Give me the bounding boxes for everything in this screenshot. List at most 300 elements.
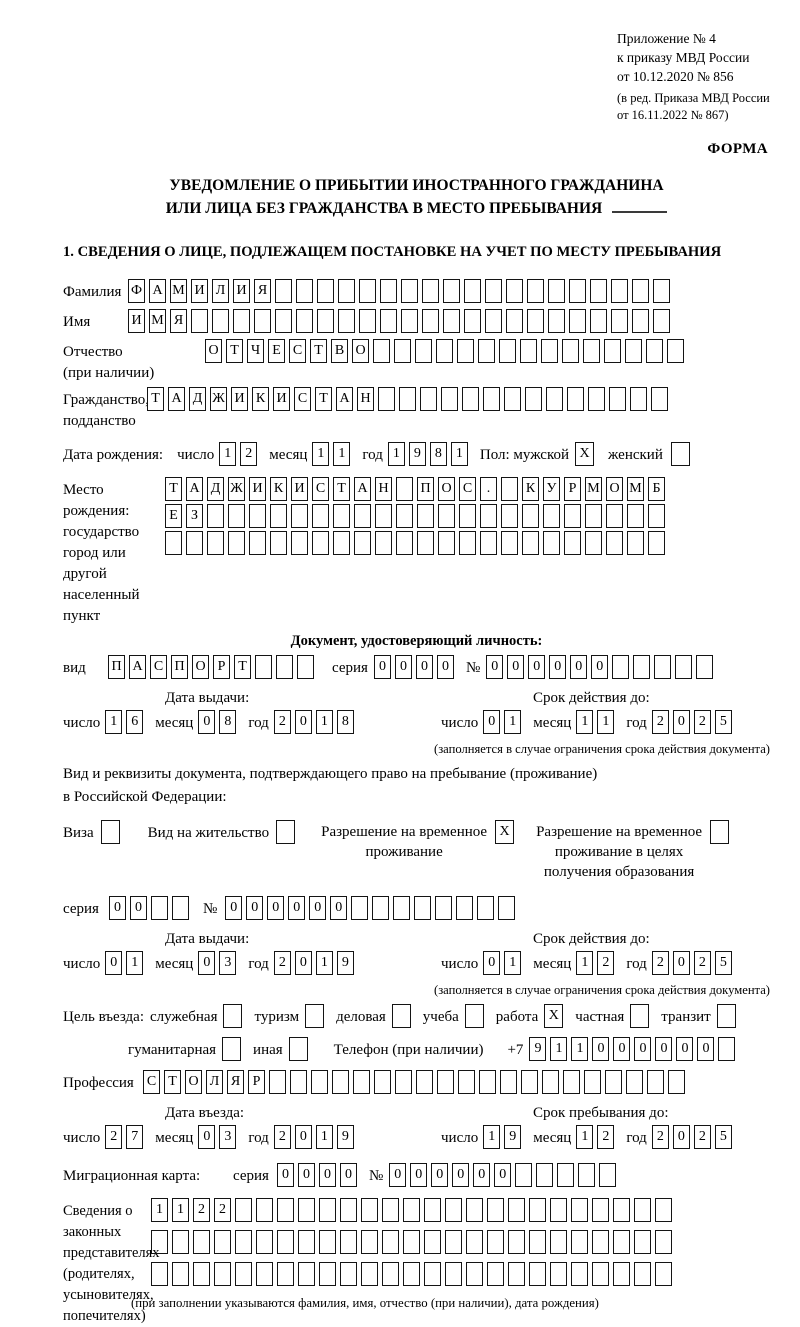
char-box[interactable] bbox=[438, 531, 455, 555]
char-box[interactable] bbox=[417, 504, 434, 528]
char-box[interactable] bbox=[319, 1198, 336, 1222]
char-box[interactable] bbox=[445, 1230, 462, 1254]
char-box[interactable] bbox=[613, 1230, 630, 1254]
char-box[interactable] bbox=[443, 309, 460, 333]
char-box[interactable] bbox=[401, 309, 418, 333]
char-box[interactable]: 0 bbox=[673, 1125, 690, 1149]
char-box[interactable] bbox=[416, 1070, 433, 1094]
char-box[interactable] bbox=[435, 896, 452, 920]
char-box[interactable] bbox=[399, 387, 416, 411]
char-box[interactable] bbox=[611, 309, 628, 333]
char-box[interactable] bbox=[564, 531, 581, 555]
char-box[interactable] bbox=[655, 1230, 672, 1254]
char-box[interactable] bbox=[567, 387, 584, 411]
char-box[interactable]: О bbox=[438, 477, 455, 501]
char-box[interactable] bbox=[571, 1198, 588, 1222]
char-box[interactable]: 1 bbox=[576, 1125, 593, 1149]
char-box[interactable]: 0 bbox=[330, 896, 347, 920]
char-box[interactable] bbox=[525, 387, 542, 411]
char-box[interactable] bbox=[291, 504, 308, 528]
char-box[interactable] bbox=[501, 504, 518, 528]
char-box[interactable]: 0 bbox=[549, 655, 566, 679]
char-box[interactable]: 0 bbox=[395, 655, 412, 679]
char-box[interactable] bbox=[351, 896, 368, 920]
char-box[interactable]: Ф bbox=[128, 279, 145, 303]
char-box[interactable] bbox=[151, 896, 168, 920]
char-box[interactable] bbox=[359, 279, 376, 303]
char-box[interactable] bbox=[480, 531, 497, 555]
char-box[interactable] bbox=[396, 531, 413, 555]
char-box[interactable] bbox=[354, 504, 371, 528]
char-box[interactable] bbox=[585, 531, 602, 555]
char-box[interactable] bbox=[508, 1262, 525, 1286]
char-box[interactable]: 0 bbox=[507, 655, 524, 679]
char-box[interactable]: Н bbox=[375, 477, 392, 501]
char-box[interactable]: 8 bbox=[219, 710, 236, 734]
char-box[interactable] bbox=[520, 339, 537, 363]
char-box[interactable]: 1 bbox=[333, 442, 350, 466]
char-box[interactable] bbox=[564, 504, 581, 528]
char-box[interactable] bbox=[668, 1070, 685, 1094]
char-box[interactable] bbox=[541, 339, 558, 363]
char-box[interactable] bbox=[380, 309, 397, 333]
char-box[interactable] bbox=[333, 531, 350, 555]
char-box[interactable] bbox=[382, 1198, 399, 1222]
char-box[interactable] bbox=[317, 279, 334, 303]
char-box[interactable] bbox=[487, 1198, 504, 1222]
char-box[interactable] bbox=[499, 339, 516, 363]
char-box[interactable] bbox=[456, 896, 473, 920]
char-box[interactable] bbox=[212, 309, 229, 333]
char-box[interactable] bbox=[270, 531, 287, 555]
char-box[interactable] bbox=[235, 1230, 252, 1254]
char-box[interactable] bbox=[151, 1262, 168, 1286]
char-box[interactable]: 2 bbox=[105, 1125, 122, 1149]
char-box[interactable] bbox=[361, 1198, 378, 1222]
char-box[interactable]: У bbox=[543, 477, 560, 501]
char-box[interactable]: 1 bbox=[316, 710, 333, 734]
char-box[interactable] bbox=[415, 339, 432, 363]
char-box[interactable]: 0 bbox=[288, 896, 305, 920]
char-box[interactable] bbox=[395, 1070, 412, 1094]
char-box[interactable] bbox=[317, 309, 334, 333]
char-box[interactable]: 0 bbox=[109, 896, 126, 920]
char-box[interactable]: 5 bbox=[715, 951, 732, 975]
char-box[interactable] bbox=[256, 1262, 273, 1286]
char-box[interactable] bbox=[254, 309, 271, 333]
char-box[interactable] bbox=[718, 1037, 735, 1061]
char-box[interactable]: Ж bbox=[228, 477, 245, 501]
char-box[interactable]: 0 bbox=[225, 896, 242, 920]
char-box[interactable] bbox=[647, 1070, 664, 1094]
char-box[interactable]: А bbox=[129, 655, 146, 679]
char-box[interactable] bbox=[420, 387, 437, 411]
char-box[interactable] bbox=[296, 279, 313, 303]
char-box[interactable] bbox=[332, 1070, 349, 1094]
char-box[interactable]: Р bbox=[248, 1070, 265, 1094]
char-box[interactable] bbox=[436, 339, 453, 363]
char-box[interactable] bbox=[648, 504, 665, 528]
char-box[interactable]: М bbox=[627, 477, 644, 501]
char-box[interactable]: 1 bbox=[316, 1125, 333, 1149]
char-box[interactable] bbox=[340, 1230, 357, 1254]
char-box[interactable]: 9 bbox=[409, 442, 426, 466]
char-box[interactable] bbox=[401, 279, 418, 303]
char-box[interactable] bbox=[501, 477, 518, 501]
char-box[interactable] bbox=[297, 655, 314, 679]
char-box[interactable] bbox=[543, 531, 560, 555]
char-box[interactable]: 1 bbox=[504, 710, 521, 734]
char-box[interactable]: 0 bbox=[452, 1163, 469, 1187]
char-box[interactable] bbox=[630, 387, 647, 411]
char-box[interactable] bbox=[529, 1230, 546, 1254]
char-box[interactable] bbox=[269, 1070, 286, 1094]
char-box[interactable]: 5 bbox=[715, 1125, 732, 1149]
char-box[interactable]: 3 bbox=[219, 951, 236, 975]
char-box[interactable] bbox=[501, 531, 518, 555]
char-box[interactable]: 2 bbox=[652, 710, 669, 734]
char-box[interactable] bbox=[569, 279, 586, 303]
char-box[interactable] bbox=[588, 387, 605, 411]
char-box[interactable] bbox=[382, 1230, 399, 1254]
char-box[interactable]: Т bbox=[310, 339, 327, 363]
char-box[interactable] bbox=[612, 655, 629, 679]
char-box[interactable] bbox=[403, 1230, 420, 1254]
char-box[interactable] bbox=[583, 339, 600, 363]
char-box[interactable]: 1 bbox=[483, 1125, 500, 1149]
char-box[interactable] bbox=[465, 1004, 484, 1028]
char-box[interactable]: Д bbox=[207, 477, 224, 501]
char-box[interactable] bbox=[592, 1262, 609, 1286]
char-box[interactable]: З bbox=[186, 504, 203, 528]
char-box[interactable] bbox=[375, 504, 392, 528]
char-box[interactable] bbox=[222, 1037, 241, 1061]
char-box[interactable]: И bbox=[273, 387, 290, 411]
char-box[interactable] bbox=[522, 504, 539, 528]
char-box[interactable]: 9 bbox=[504, 1125, 521, 1149]
char-box[interactable] bbox=[609, 387, 626, 411]
char-box[interactable]: 9 bbox=[337, 951, 354, 975]
char-box[interactable] bbox=[527, 309, 544, 333]
char-box[interactable]: С bbox=[459, 477, 476, 501]
char-box[interactable] bbox=[498, 896, 515, 920]
char-box[interactable]: С bbox=[312, 477, 329, 501]
char-box[interactable] bbox=[477, 896, 494, 920]
char-box[interactable] bbox=[606, 531, 623, 555]
char-box[interactable] bbox=[457, 339, 474, 363]
char-box[interactable]: И bbox=[128, 309, 145, 333]
char-box[interactable] bbox=[634, 1262, 651, 1286]
char-box[interactable]: И bbox=[233, 279, 250, 303]
char-box[interactable] bbox=[186, 531, 203, 555]
char-box[interactable]: С bbox=[289, 339, 306, 363]
char-box[interactable]: 0 bbox=[528, 655, 545, 679]
char-box[interactable] bbox=[223, 1004, 242, 1028]
char-box[interactable] bbox=[256, 1230, 273, 1254]
char-box[interactable] bbox=[675, 655, 692, 679]
char-box[interactable] bbox=[414, 896, 431, 920]
char-box[interactable] bbox=[445, 1262, 462, 1286]
char-box[interactable] bbox=[613, 1198, 630, 1222]
char-box[interactable]: 1 bbox=[126, 951, 143, 975]
char-box[interactable]: 1 bbox=[451, 442, 468, 466]
char-box[interactable] bbox=[529, 1198, 546, 1222]
char-box[interactable]: Ч bbox=[247, 339, 264, 363]
char-box[interactable]: 0 bbox=[494, 1163, 511, 1187]
char-box[interactable] bbox=[193, 1230, 210, 1254]
char-box[interactable] bbox=[437, 1070, 454, 1094]
char-box[interactable] bbox=[394, 339, 411, 363]
char-box[interactable]: П bbox=[417, 477, 434, 501]
char-box[interactable]: 1 bbox=[576, 951, 593, 975]
char-box[interactable]: 0 bbox=[295, 710, 312, 734]
char-box[interactable] bbox=[361, 1262, 378, 1286]
char-box[interactable]: 0 bbox=[340, 1163, 357, 1187]
char-box[interactable]: 0 bbox=[295, 1125, 312, 1149]
char-box[interactable] bbox=[605, 1070, 622, 1094]
char-box[interactable] bbox=[312, 504, 329, 528]
char-box[interactable] bbox=[592, 1230, 609, 1254]
char-box[interactable] bbox=[696, 655, 713, 679]
char-box[interactable]: 1 bbox=[504, 951, 521, 975]
char-box[interactable] bbox=[655, 1262, 672, 1286]
char-box[interactable]: Т bbox=[315, 387, 332, 411]
char-box[interactable] bbox=[630, 1004, 649, 1028]
char-box[interactable] bbox=[522, 531, 539, 555]
char-box[interactable] bbox=[359, 309, 376, 333]
char-box[interactable]: Л bbox=[206, 1070, 223, 1094]
char-box[interactable] bbox=[422, 279, 439, 303]
char-box[interactable] bbox=[584, 1070, 601, 1094]
char-box[interactable] bbox=[459, 531, 476, 555]
char-box[interactable]: 6 bbox=[126, 710, 143, 734]
char-box[interactable]: 1 bbox=[105, 710, 122, 734]
char-box[interactable] bbox=[380, 279, 397, 303]
char-box[interactable] bbox=[333, 504, 350, 528]
char-box[interactable] bbox=[529, 1262, 546, 1286]
char-box[interactable] bbox=[550, 1198, 567, 1222]
char-box[interactable] bbox=[646, 339, 663, 363]
char-box[interactable]: 2 bbox=[694, 951, 711, 975]
char-box[interactable] bbox=[557, 1163, 574, 1187]
char-box[interactable]: Е bbox=[165, 504, 182, 528]
char-box[interactable]: 8 bbox=[337, 710, 354, 734]
char-box[interactable] bbox=[563, 1070, 580, 1094]
char-box[interactable]: 2 bbox=[193, 1198, 210, 1222]
char-box[interactable] bbox=[372, 896, 389, 920]
char-box[interactable]: . bbox=[480, 477, 497, 501]
char-box[interactable] bbox=[191, 309, 208, 333]
char-box[interactable] bbox=[270, 504, 287, 528]
char-box[interactable] bbox=[298, 1262, 315, 1286]
char-box[interactable]: 0 bbox=[198, 1125, 215, 1149]
char-box[interactable]: 0 bbox=[416, 655, 433, 679]
char-box[interactable] bbox=[255, 655, 272, 679]
char-box[interactable]: 0 bbox=[673, 710, 690, 734]
char-box[interactable]: 0 bbox=[309, 896, 326, 920]
char-box[interactable]: А bbox=[149, 279, 166, 303]
char-box[interactable] bbox=[276, 655, 293, 679]
char-box[interactable] bbox=[487, 1262, 504, 1286]
char-box[interactable] bbox=[654, 655, 671, 679]
char-box[interactable]: 0 bbox=[295, 951, 312, 975]
char-box[interactable] bbox=[542, 1070, 559, 1094]
char-box[interactable] bbox=[550, 1230, 567, 1254]
char-box[interactable]: Т bbox=[234, 655, 251, 679]
char-box[interactable] bbox=[289, 1037, 308, 1061]
char-box[interactable]: О bbox=[185, 1070, 202, 1094]
char-box[interactable]: 1 bbox=[312, 442, 329, 466]
char-box[interactable] bbox=[373, 339, 390, 363]
char-box[interactable]: 2 bbox=[240, 442, 257, 466]
char-box[interactable] bbox=[277, 1198, 294, 1222]
char-box[interactable] bbox=[478, 339, 495, 363]
char-box[interactable]: К bbox=[270, 477, 287, 501]
char-box[interactable] bbox=[249, 531, 266, 555]
char-box[interactable]: 2 bbox=[694, 710, 711, 734]
char-box[interactable]: 0 bbox=[246, 896, 263, 920]
char-box[interactable] bbox=[462, 387, 479, 411]
char-box[interactable] bbox=[464, 279, 481, 303]
char-box[interactable]: 1 bbox=[219, 442, 236, 466]
char-box[interactable]: 2 bbox=[214, 1198, 231, 1222]
char-box[interactable] bbox=[627, 504, 644, 528]
char-box[interactable] bbox=[536, 1163, 553, 1187]
char-box[interactable]: 1 bbox=[172, 1198, 189, 1222]
char-box[interactable]: Д bbox=[189, 387, 206, 411]
char-box[interactable] bbox=[717, 1004, 736, 1028]
char-box[interactable]: И bbox=[231, 387, 248, 411]
char-box[interactable] bbox=[611, 279, 628, 303]
char-box[interactable] bbox=[424, 1262, 441, 1286]
char-box[interactable] bbox=[464, 309, 481, 333]
char-box[interactable] bbox=[172, 1230, 189, 1254]
char-box[interactable] bbox=[466, 1262, 483, 1286]
char-box[interactable]: 0 bbox=[673, 951, 690, 975]
char-box[interactable]: 0 bbox=[591, 655, 608, 679]
char-box[interactable] bbox=[651, 387, 668, 411]
char-box[interactable] bbox=[312, 531, 329, 555]
char-box[interactable]: 0 bbox=[486, 655, 503, 679]
char-box[interactable] bbox=[424, 1230, 441, 1254]
char-box[interactable]: 1 bbox=[576, 710, 593, 734]
char-box[interactable]: 0 bbox=[198, 951, 215, 975]
char-box[interactable] bbox=[422, 309, 439, 333]
char-box[interactable]: 2 bbox=[274, 710, 291, 734]
char-box[interactable] bbox=[458, 1070, 475, 1094]
char-box[interactable]: А bbox=[354, 477, 371, 501]
char-box[interactable]: 1 bbox=[550, 1037, 567, 1061]
char-box[interactable]: 2 bbox=[652, 1125, 669, 1149]
char-box[interactable] bbox=[445, 1198, 462, 1222]
char-box[interactable] bbox=[392, 1004, 411, 1028]
char-box[interactable]: 0 bbox=[198, 710, 215, 734]
char-box[interactable]: Я bbox=[254, 279, 271, 303]
char-box[interactable]: 0 bbox=[105, 951, 122, 975]
char-box[interactable] bbox=[613, 1262, 630, 1286]
char-box[interactable] bbox=[653, 279, 670, 303]
char-box[interactable]: 0 bbox=[483, 710, 500, 734]
char-box[interactable]: 0 bbox=[655, 1037, 672, 1061]
char-box[interactable]: Т bbox=[165, 477, 182, 501]
char-box[interactable] bbox=[235, 1262, 252, 1286]
char-box[interactable] bbox=[291, 531, 308, 555]
char-box[interactable] bbox=[527, 279, 544, 303]
char-box[interactable]: М bbox=[170, 279, 187, 303]
char-box[interactable] bbox=[480, 504, 497, 528]
char-box[interactable] bbox=[606, 504, 623, 528]
char-box[interactable]: Я bbox=[227, 1070, 244, 1094]
char-box[interactable]: Б bbox=[648, 477, 665, 501]
char-box[interactable]: 1 bbox=[151, 1198, 168, 1222]
char-box[interactable] bbox=[290, 1070, 307, 1094]
char-box[interactable]: X bbox=[544, 1004, 563, 1028]
char-box[interactable]: Т bbox=[333, 477, 350, 501]
char-box[interactable] bbox=[338, 309, 355, 333]
char-box[interactable] bbox=[634, 1198, 651, 1222]
char-box[interactable] bbox=[396, 504, 413, 528]
char-box[interactable] bbox=[375, 531, 392, 555]
char-box[interactable] bbox=[604, 339, 621, 363]
char-box[interactable] bbox=[508, 1230, 525, 1254]
char-box[interactable] bbox=[277, 1262, 294, 1286]
char-box[interactable]: Т bbox=[164, 1070, 181, 1094]
char-box[interactable] bbox=[298, 1230, 315, 1254]
char-box[interactable] bbox=[632, 279, 649, 303]
char-box[interactable] bbox=[632, 309, 649, 333]
char-box[interactable] bbox=[378, 387, 395, 411]
char-box[interactable]: 8 bbox=[430, 442, 447, 466]
char-box[interactable] bbox=[275, 309, 292, 333]
char-box[interactable]: 0 bbox=[130, 896, 147, 920]
char-box[interactable]: Е bbox=[268, 339, 285, 363]
char-box[interactable]: Т bbox=[226, 339, 243, 363]
char-box[interactable] bbox=[443, 279, 460, 303]
char-box[interactable] bbox=[214, 1262, 231, 1286]
char-box[interactable] bbox=[571, 1262, 588, 1286]
char-box[interactable]: К bbox=[522, 477, 539, 501]
char-box[interactable]: П bbox=[171, 655, 188, 679]
char-box[interactable] bbox=[710, 820, 729, 844]
char-box[interactable]: О bbox=[205, 339, 222, 363]
char-box[interactable] bbox=[548, 309, 565, 333]
char-box[interactable] bbox=[393, 896, 410, 920]
char-box[interactable]: Р bbox=[213, 655, 230, 679]
char-box[interactable] bbox=[653, 309, 670, 333]
char-box[interactable] bbox=[550, 1262, 567, 1286]
char-box[interactable] bbox=[648, 531, 665, 555]
char-box[interactable] bbox=[311, 1070, 328, 1094]
char-box[interactable] bbox=[361, 1230, 378, 1254]
char-box[interactable]: 0 bbox=[267, 896, 284, 920]
char-box[interactable] bbox=[485, 279, 502, 303]
char-box[interactable]: Я bbox=[170, 309, 187, 333]
char-box[interactable] bbox=[585, 504, 602, 528]
char-box[interactable]: О bbox=[606, 477, 623, 501]
char-box[interactable] bbox=[276, 820, 295, 844]
char-box[interactable]: 5 bbox=[715, 710, 732, 734]
char-box[interactable] bbox=[172, 1262, 189, 1286]
char-box[interactable] bbox=[193, 1262, 210, 1286]
char-box[interactable] bbox=[506, 309, 523, 333]
char-box[interactable]: 0 bbox=[570, 655, 587, 679]
char-box[interactable] bbox=[214, 1230, 231, 1254]
char-box[interactable]: С bbox=[294, 387, 311, 411]
char-box[interactable] bbox=[298, 1198, 315, 1222]
char-box[interactable] bbox=[340, 1198, 357, 1222]
char-box[interactable] bbox=[515, 1163, 532, 1187]
char-box[interactable] bbox=[354, 531, 371, 555]
